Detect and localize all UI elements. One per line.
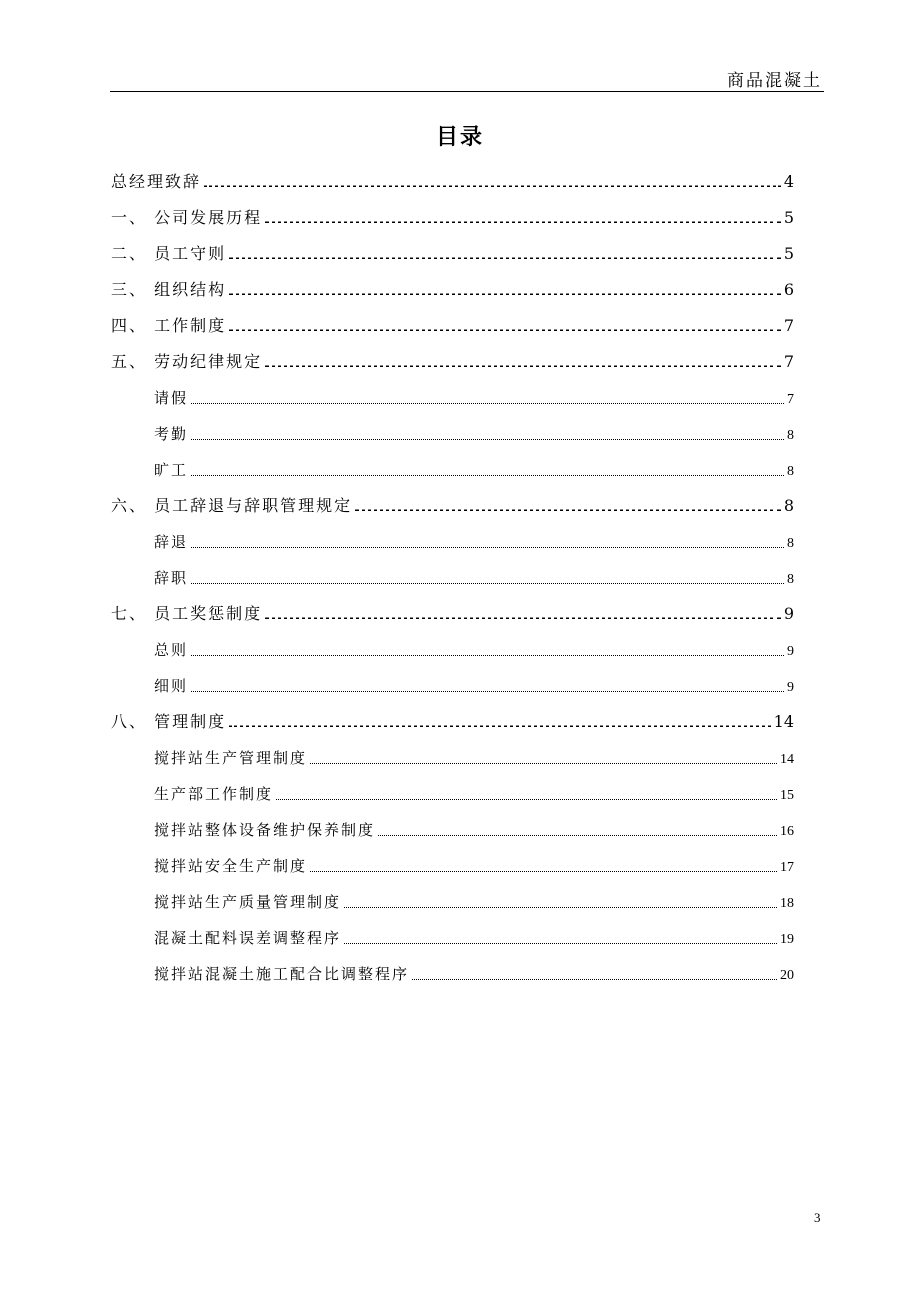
toc-dot-leader bbox=[191, 582, 784, 584]
header-divider bbox=[110, 91, 824, 92]
toc-page-number: 5 bbox=[783, 208, 794, 227]
toc-entry[interactable] bbox=[111, 308, 794, 344]
toc-subentry[interactable] bbox=[111, 524, 794, 560]
toc-entry[interactable] bbox=[111, 704, 794, 740]
toc-entry-title: 辞退 bbox=[154, 533, 189, 551]
toc-page-number: 8 bbox=[783, 496, 794, 515]
toc-page-number: 8 bbox=[787, 464, 794, 479]
toc-dot-leader bbox=[191, 546, 784, 548]
toc-page-number: 7 bbox=[787, 392, 794, 407]
toc-entry-title: 生产部工作制度 bbox=[154, 785, 274, 803]
toc-dot-leader bbox=[191, 474, 784, 476]
toc-subentry[interactable] bbox=[111, 380, 794, 416]
toc-page-number: 14 bbox=[773, 712, 794, 731]
toc-entry[interactable] bbox=[111, 344, 794, 380]
toc-page-number: 8 bbox=[787, 572, 794, 587]
toc-dot-leader bbox=[378, 834, 777, 836]
toc-entry[interactable] bbox=[111, 236, 794, 272]
toc-dot-leader bbox=[310, 870, 777, 872]
toc-dot-leader bbox=[412, 978, 777, 980]
toc-entry-title: 二、 员工守则 bbox=[111, 244, 227, 263]
toc-dot-leader bbox=[191, 690, 784, 692]
toc-dot-leader bbox=[355, 509, 781, 511]
toc-dot-leader bbox=[265, 365, 781, 367]
toc-page-number: 17 bbox=[780, 860, 794, 875]
toc-page-number: 8 bbox=[787, 428, 794, 443]
toc-dot-leader bbox=[276, 798, 777, 800]
running-header: 商品混凝土 bbox=[727, 71, 822, 91]
toc-subentry[interactable] bbox=[111, 884, 794, 920]
table-of-contents bbox=[111, 164, 794, 992]
toc-subentry[interactable] bbox=[111, 848, 794, 884]
toc-dot-leader bbox=[229, 329, 781, 331]
toc-page-number: 7 bbox=[783, 352, 794, 371]
toc-subentry[interactable] bbox=[111, 956, 794, 992]
toc-subentry[interactable] bbox=[111, 416, 794, 452]
toc-entry-title: 搅拌站生产管理制度 bbox=[154, 749, 308, 767]
toc-entry-title: 搅拌站混凝土施工配合比调整程序 bbox=[154, 965, 410, 983]
toc-entry-title: 三、 组织结构 bbox=[111, 280, 227, 299]
toc-page-number: 9 bbox=[787, 680, 794, 695]
toc-entry-title: 搅拌站安全生产制度 bbox=[154, 857, 308, 875]
toc-dot-leader bbox=[229, 257, 781, 259]
toc-entry[interactable] bbox=[111, 200, 794, 236]
toc-entry[interactable] bbox=[111, 488, 794, 524]
toc-subentry[interactable] bbox=[111, 668, 794, 704]
toc-page-number: 7 bbox=[783, 316, 794, 335]
toc-page-number: 9 bbox=[787, 644, 794, 659]
toc-entry-title: 搅拌站生产质量管理制度 bbox=[154, 893, 342, 911]
toc-entry-title: 考勤 bbox=[154, 425, 189, 443]
toc-subentry[interactable] bbox=[111, 812, 794, 848]
toc-entry-title: 混凝土配料误差调整程序 bbox=[154, 929, 342, 947]
toc-page-number: 6 bbox=[783, 280, 794, 299]
toc-entry-title: 五、 劳动纪律规定 bbox=[111, 352, 263, 371]
toc-subentry[interactable] bbox=[111, 452, 794, 488]
toc-page-number: 18 bbox=[780, 896, 794, 911]
toc-dot-leader bbox=[344, 906, 777, 908]
toc-entry-title: 旷工 bbox=[154, 461, 189, 479]
toc-dot-leader bbox=[265, 221, 781, 223]
toc-entry-title: 总则 bbox=[154, 641, 189, 659]
toc-dot-leader bbox=[310, 762, 777, 764]
toc-entry[interactable] bbox=[111, 164, 794, 200]
toc-entry-title: 七、 员工奖惩制度 bbox=[111, 604, 263, 623]
toc-page-number: 15 bbox=[780, 788, 794, 803]
toc-dot-leader bbox=[229, 725, 771, 727]
toc-subentry[interactable] bbox=[111, 560, 794, 596]
toc-page-number: 8 bbox=[787, 536, 794, 551]
toc-dot-leader bbox=[265, 617, 781, 619]
toc-page-number: 19 bbox=[780, 932, 794, 947]
toc-page-number: 20 bbox=[780, 968, 794, 983]
toc-dot-leader bbox=[191, 402, 784, 404]
toc-entry-title: 细则 bbox=[154, 677, 189, 695]
toc-dot-leader bbox=[191, 654, 784, 656]
toc-entry-title: 六、 员工辞退与辞职管理规定 bbox=[111, 496, 353, 515]
toc-dot-leader bbox=[204, 185, 781, 187]
toc-page-number: 14 bbox=[780, 752, 794, 767]
toc-subentry[interactable] bbox=[111, 632, 794, 668]
toc-subentry[interactable] bbox=[111, 740, 794, 776]
toc-entry[interactable] bbox=[111, 596, 794, 632]
toc-entry-title: 四、 工作制度 bbox=[111, 316, 227, 335]
toc-entry-title: 八、 管理制度 bbox=[111, 712, 227, 731]
toc-page-number: 4 bbox=[783, 172, 794, 191]
toc-dot-leader bbox=[191, 438, 784, 440]
page-number: 3 bbox=[814, 1210, 821, 1225]
toc-page-number: 9 bbox=[783, 604, 794, 623]
toc-dot-leader bbox=[229, 293, 781, 295]
toc-subentry[interactable] bbox=[111, 776, 794, 812]
toc-entry-title: 辞职 bbox=[154, 569, 189, 587]
page-title: 目录 bbox=[435, 124, 484, 150]
toc-entry-title: 搅拌站整体设备维护保养制度 bbox=[154, 821, 376, 839]
toc-dot-leader bbox=[344, 942, 777, 944]
toc-entry[interactable] bbox=[111, 272, 794, 308]
toc-page-number: 16 bbox=[780, 824, 794, 839]
toc-entry-title: 总经理致辞 bbox=[111, 172, 202, 191]
toc-entry-title: 请假 bbox=[154, 389, 189, 407]
toc-entry-title: 一、 公司发展历程 bbox=[111, 208, 263, 227]
toc-page-number: 5 bbox=[783, 244, 794, 263]
toc-subentry[interactable] bbox=[111, 920, 794, 956]
